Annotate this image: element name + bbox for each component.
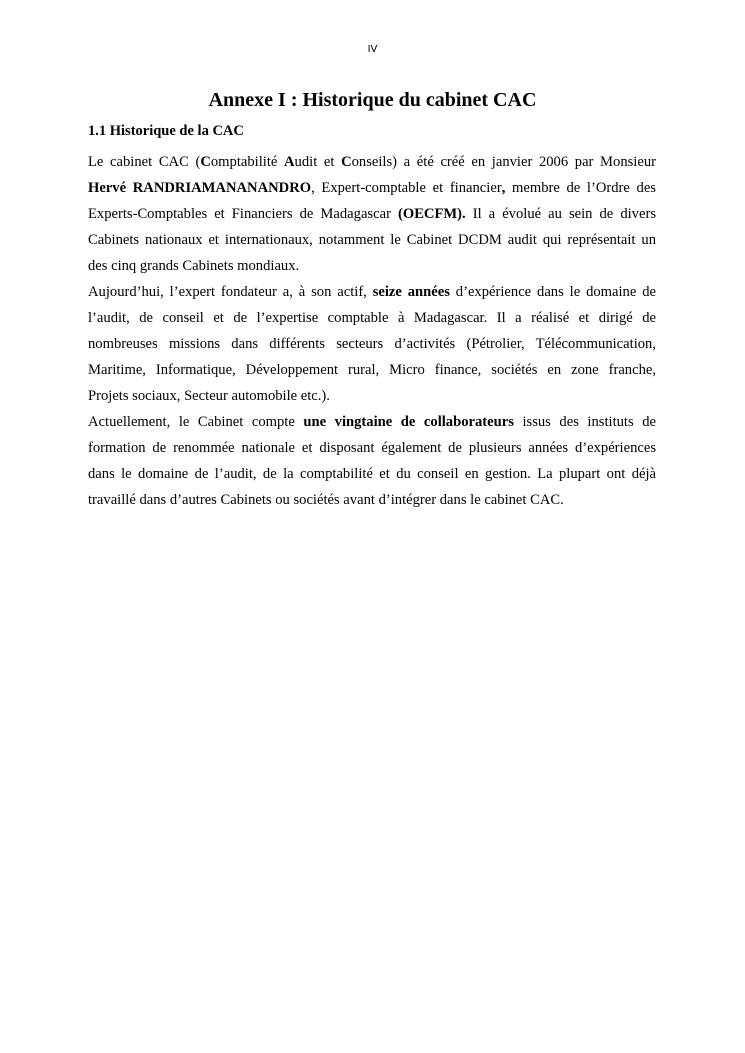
text-line <box>88 461 656 487</box>
text-line <box>88 149 656 175</box>
text-segment: Aujourd’hui, l’expert fondateur a, à son actif, <box>88 284 373 300</box>
text-segment: nombreuses missions dans différents secteurs d’activités (Pétrolier, Télécommunication, <box>88 336 656 352</box>
text-segment: Le cabinet CAC ( <box>88 154 201 170</box>
text-segment: , Expert-comptable et financier <box>311 180 502 196</box>
text-segment: Maritime, Informatique, Développement rural, Micro finance, sociétés en zone franche, <box>88 362 656 378</box>
text-segment: Il a évolué au sein de divers <box>465 206 656 222</box>
bold-text: A <box>284 154 295 170</box>
text-segment: Actuellement, le Cabinet compte <box>88 414 304 430</box>
text-line <box>88 383 656 409</box>
text-line <box>88 279 656 305</box>
text-segment: l’audit, de conseil et de l’expertise comptable à Madagascar. Il a réalisé et dirigé de <box>88 310 656 326</box>
text-line <box>88 305 656 331</box>
text-line <box>88 435 656 461</box>
text-segment: formation de renommée nationale et disposant également de plusieurs années d’expériences <box>88 440 656 456</box>
body-text <box>88 149 656 513</box>
text-line <box>88 201 656 227</box>
text-line <box>88 357 656 383</box>
bold-text: une vingtaine de collaborateurs <box>303 414 514 430</box>
text-segment: Experts-Comptables et Financiers de Madagascar <box>88 206 398 222</box>
text-line <box>88 487 656 513</box>
text-segment: issus des instituts de <box>513 414 656 430</box>
text-segment: travaillé dans d’autres Cabinets ou sociétés avant d’intégrer dans le cabinet CAC. <box>88 492 564 508</box>
text-segment: dans le domaine de l’audit, de la comptabilité et du conseil en gestion. La plupart ont déjà <box>88 466 656 482</box>
text-segment: Cabinets nationaux et internationaux, notamment le Cabinet DCDM audit qui représentait un <box>88 232 656 248</box>
text-line <box>88 253 656 279</box>
text-line <box>88 227 656 253</box>
bold-text: , <box>501 180 506 196</box>
bold-text: seize années <box>372 284 450 300</box>
text-segment: des cinq grands Cabinets mondiaux. <box>88 258 300 274</box>
text-segment: Projets sociaux, Secteur automobile etc.). <box>88 388 330 404</box>
bold-text: (OECFM). <box>397 206 466 222</box>
bold-text: C <box>200 154 211 170</box>
text-segment: onseils) a été créé en janvier 2006 par Monsieur <box>351 154 656 170</box>
bold-text: Hervé RANDRIAMANANANDRO <box>88 180 312 196</box>
text-segment: d’expérience dans le domaine de <box>449 284 656 300</box>
bold-text: C <box>341 154 352 170</box>
page-number: IV <box>367 44 378 55</box>
section-heading: 1.1 Historique de la CAC <box>88 123 244 139</box>
text-segment: udit et <box>294 154 342 170</box>
text-line <box>88 331 656 357</box>
text-segment: omptabilité <box>210 154 284 170</box>
text-line <box>88 409 656 435</box>
page-title: Annexe I : Historique du cabinet CAC <box>208 89 537 111</box>
text-line <box>88 175 656 201</box>
text-segment: membre de l’Ordre des <box>505 180 656 196</box>
